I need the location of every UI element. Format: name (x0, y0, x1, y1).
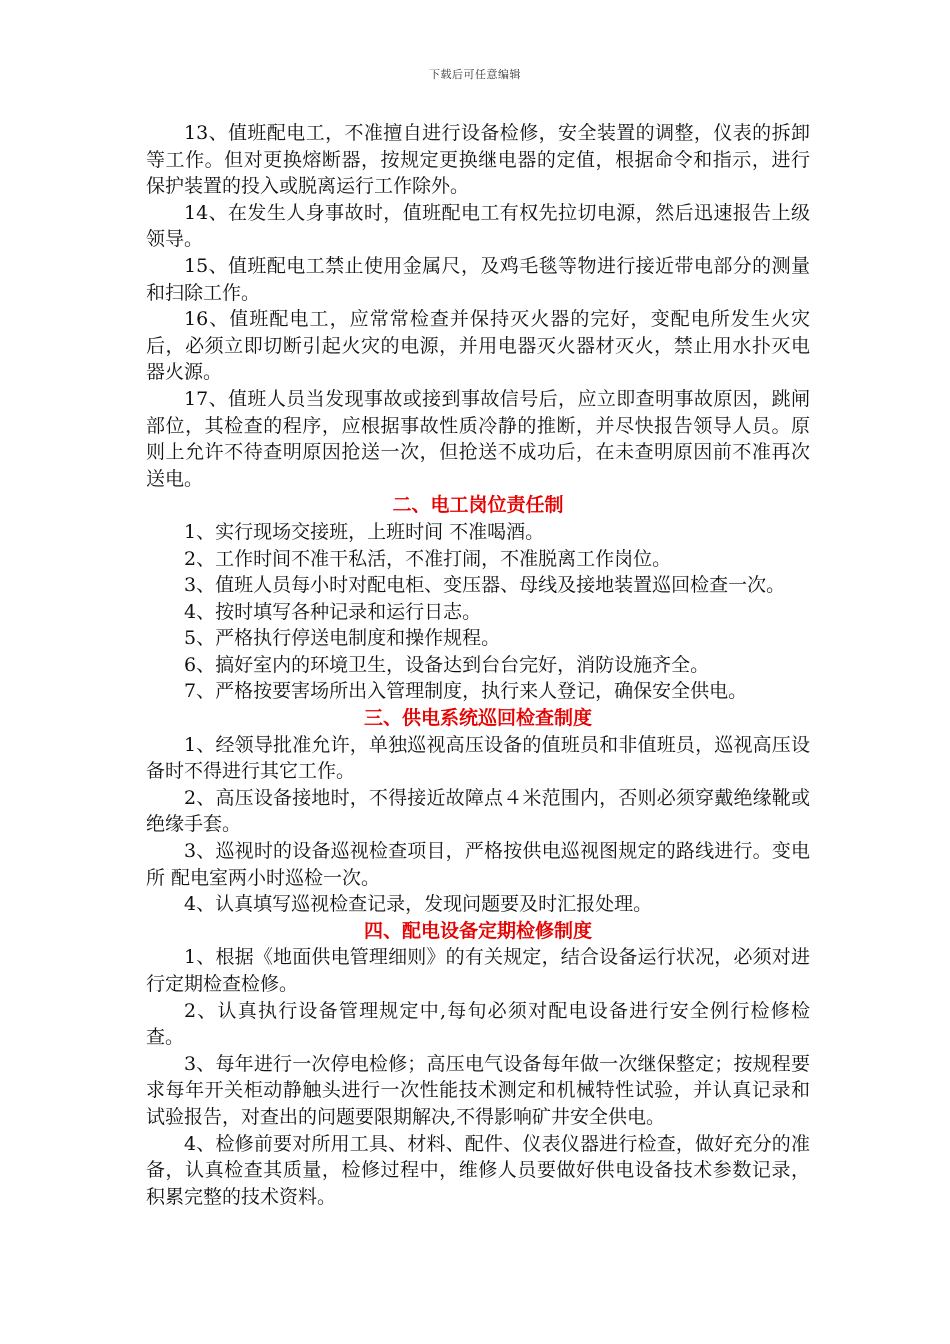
paragraph: 1、根据《地面供电管理细则》的有关规定，结合设备运行状况，必须对进行定期检查检修。 (146, 946, 810, 995)
section-heading: 四、配电设备定期检修制度 (363, 919, 592, 942)
paragraph: 4、按时填写各种记录和运行日志。 (184, 600, 482, 623)
paragraph: 17、值班人员当发现事故或接到事故信号后，应立即查明事故原因，跳闸部位，其检查的程序，应根据事故性质冷静的推断，并尽快报告领导人员。原则上允许不待查明原因抢送一次，但抢送不成功后，在未查明原因前不准再次送电。 (146, 387, 810, 490)
paragraph: 14、在发生人身事故时，值班配电工有权先拉切电源，然后迅速报告上级领导。 (146, 201, 810, 251)
paragraph: 16、值班配电工，应常常检查并保持灭火器的完好，变配电所发生火灾后，必须立即切断引起火灾的电源，并用电器灭火器材灭火，禁止用水扑灭电器火源。 (146, 308, 810, 384)
paragraph: 13、值班配电工，不准擅自进行设备检修，安全装置的调整，仪表的拆卸等工作。但对更换熔断器，按规定更换继电器的定值，根据命令和指示，进行保护装置的投入或脱离运行工作除外。 (146, 122, 810, 198)
page-header: 下载后可任意编辑 (429, 68, 521, 81)
section-heading: 二、电工岗位责任制 (392, 494, 564, 517)
section-heading: 三、供电系统巡回检查制度 (363, 707, 592, 730)
paragraph: 5、严格执行停送电制度和操作规程。 (184, 627, 501, 650)
paragraph: 3、巡视时的设备巡视检查项目，严格按供电巡视图规定的路线进行。变电所 配电室两小时巡检一次。 (146, 840, 810, 889)
paragraph: 6、搞好室内的环境卫生，设备达到台台完好，消防设施齐全。 (184, 653, 710, 676)
paragraph: 4、检修前要对所用工具、材料、配件、仪表仪器进行检查，做好充分的准备，认真检查其质量，检修过程中，维修人员要做好供电设备技术参数记录，积累完整的技术资料。 (146, 1132, 810, 1208)
paragraph: 15、值班配电工禁止使用金属尺，及鸡毛毯等物进行接近带电部分的测量和扫除工作。 (146, 254, 810, 304)
document-body (146, 120, 810, 1210)
paragraph: 4、认真填写巡视检查记录，发现问题要及时汇报处理。 (184, 893, 653, 916)
paragraph: 1、经领导批准允许，单独巡视高压设备的值班员和非值班员，巡视高压设备时不得进行其它工作。 (146, 733, 810, 783)
paragraph: 2、工作时间不准干私活，不准打闹，不准脱离工作岗位。 (184, 547, 672, 570)
paragraph: 2、认真执行设备管理规定中,每旬必须对配电设备进行安全例行检修检查。 (146, 999, 810, 1049)
paragraph: 2、高压设备接地时，不得接近故障点４米范围内，否则必须穿戴绝缘靴或绝缘手套。 (146, 786, 810, 836)
paragraph: 3、值班人员每小时对配电柜、变压器、母线及接地装置巡回检查一次。 (184, 574, 786, 597)
paragraph: 1、实行现场交接班，上班时间 不准喝酒。 (184, 520, 545, 543)
paragraph: 3、每年进行一次停电检修；高压电气设备每年做一次继保整定；按规程要求每年开关柜动静触头进行一次性能技术测定和机械特性试验，并认真记录和试验报告，对查出的问题要限期解决,不得影响矿井安全供电。 (146, 1052, 810, 1128)
paragraph: 7、严格按要害场所出入管理制度，执行来人登记，确保安全供电。 (184, 680, 748, 703)
